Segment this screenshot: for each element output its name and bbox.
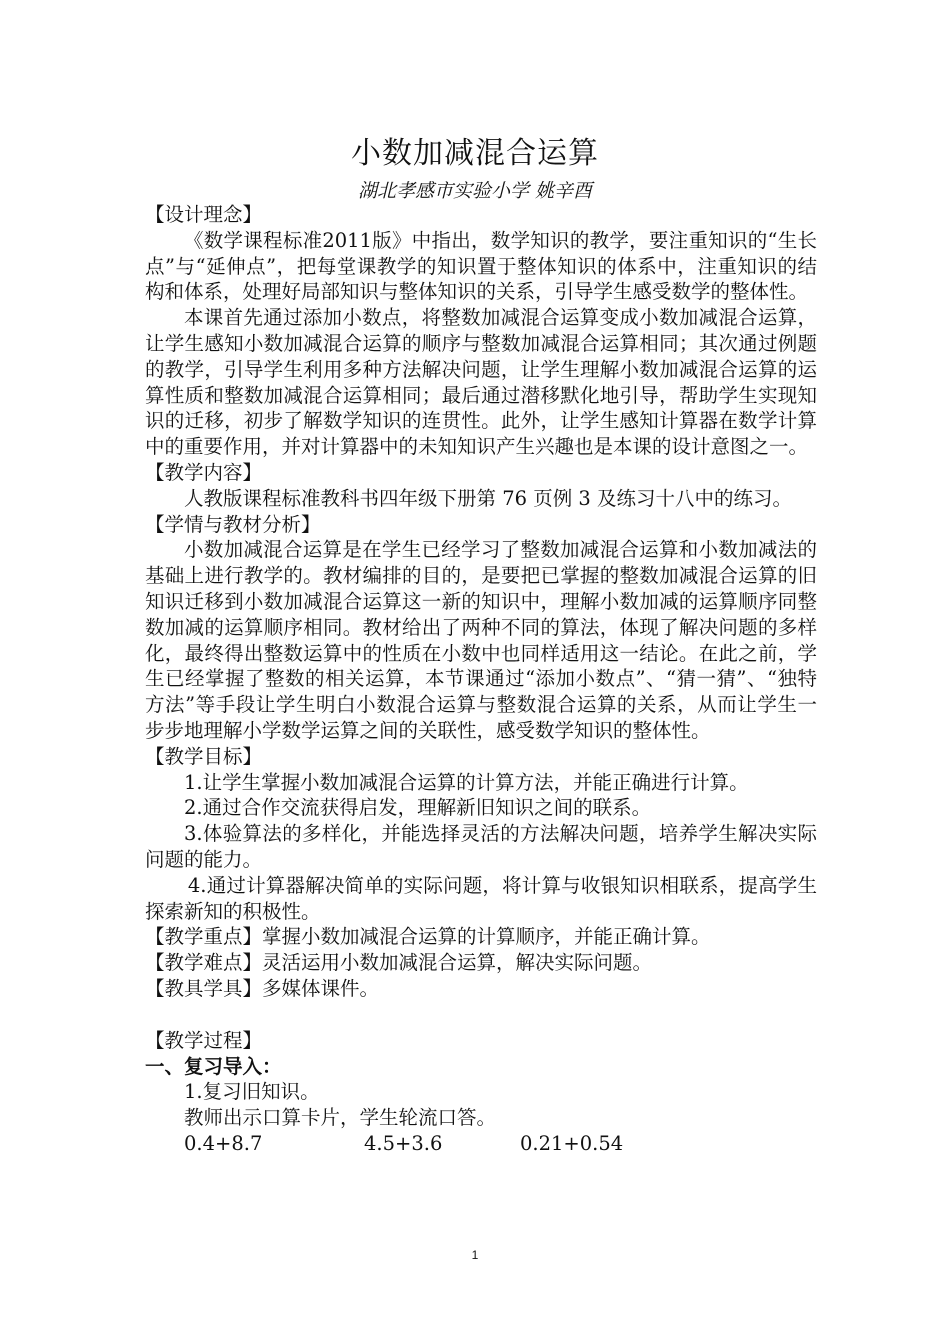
difficulty-point: 【教学难点】灵活运用小数加减混合运算，解决实际问题。 [145, 951, 653, 975]
document-title: 小数加减混合运算 [351, 136, 599, 171]
analysis-paragraph: 小数加减混合运算是在学生已经学习了整数加减混合运算和小数加减法的基础上进行教学的。教材编排的目的，是要把已掌握的整数加减混合运算的旧知识迁移到小数加减混合运算这一新的知识中，理解小数加减的运算顺序同整数加减的运算顺序相同。教材给出了两种不同的算法，体现了解决问题的多样化，最终得出整数运算中的性质在小数中也同样适用这一结论。在此之前，学生已经掌握了整数的相关运算，本节课通过“添加小数点”、“猜一猜”、“独特方法”等手段让学生明白小数混合运算与整数混合运算的关系，从而让学生一步步地理解小学数学运算之间的关联性，感受数学知识的整体性。 [145, 538, 817, 742]
goal-item: 1.让学生掌握小数加减混合运算的计算方法，并能正确进行计算。 [184, 770, 749, 794]
design-heading: 【设计理念】 [145, 203, 263, 226]
document-body [145, 202, 817, 1157]
content-paragraph: 人教版课程标准教科书四年级下册第 76 页例 3 及练习十八中的练习。 [184, 486, 793, 510]
key-point: 【教学重点】掌握小数加减混合运算的计算顺序，并能正确计算。 [145, 925, 711, 949]
expression: 0.4+8.7 [184, 1131, 263, 1155]
goal-item: 2.通过合作交流获得启发，理解新旧知识之间的联系。 [184, 796, 652, 820]
step1-description: 教师出示口算卡片，学生轮流口答。 [184, 1106, 497, 1130]
expression-row [145, 1131, 817, 1157]
spacer [145, 1002, 817, 1028]
document-author: 湖北孝感市实验小学 姚辛酉 [357, 180, 593, 202]
content-heading: 【教学内容】 [145, 460, 263, 484]
design-paragraph-2: 本课首先通过添加小数点，将整数加减混合运算变成小数加减混合运算，让学生感知小数加减混合运算的顺序与整数加减混合运算相同；其次通过例题的教学，引导学生利用多种方法解决问题，让学生理解小数加减混合运算的运算性质和整数加减混合运算相同；最后通过潜移默化地引导，帮助学生实现知识的迁移，初步了解数学知识的连贯性。此外，让学生感知计算器在数学计算中的重要作用，并对计算器中的未知知识产生兴趣也是本课的设计意图之一。 [145, 306, 817, 459]
teaching-tools: 【教具学具】多媒体课件。 [145, 976, 380, 1000]
process-heading: 【教学过程】 [145, 1028, 263, 1052]
expression: 0.21+0.54 [520, 1131, 624, 1155]
expression: 4.5+3.6 [364, 1131, 443, 1155]
goal-item: 3.体验算法的多样化，并能选择灵活的方法解决问题，培养学生解决实际问题的能力。 [145, 822, 817, 871]
goal-item: 4.通过计算器解决简单的实际问题，将计算与收银知识相联系，提高学生探索新知的积极性。 [145, 873, 817, 923]
page-number: 1 [471, 1248, 479, 1262]
step1-item: 1.复习旧知识。 [184, 1080, 320, 1104]
step1-heading: 一、复习导入： [145, 1054, 282, 1078]
design-paragraph-1: 《数学课程标准2011版》中指出，数学知识的教学，要注重知识的“生长点”与“延伸点”，把每堂课教学的知识置于整体知识的体系中，注重知识的结构和体系，处理好局部知识与整体知识的关系，引导学生感受数学的整体性。 [145, 228, 817, 304]
analysis-heading: 【学情与教材分析】 [145, 512, 321, 536]
goals-heading: 【教学目标】 [145, 744, 263, 768]
